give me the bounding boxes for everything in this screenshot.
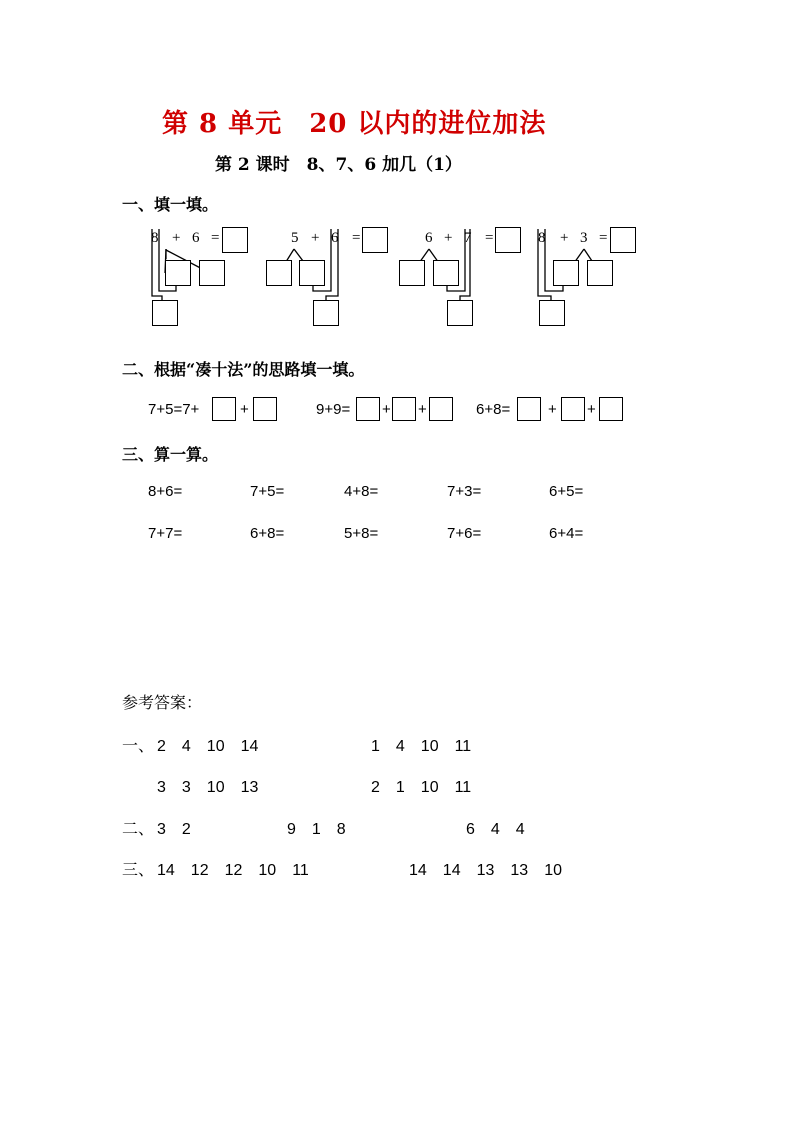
blank-box[interactable] [429, 397, 453, 421]
split-box-left[interactable] [399, 260, 425, 286]
equals-sign: = [352, 230, 361, 246]
calc-problem: 7+6= [447, 525, 482, 542]
answer-values: 14 14 13 13 10 [409, 862, 562, 879]
operand-a: 8 [538, 230, 546, 246]
blank-box[interactable] [392, 397, 416, 421]
answer-values: 9 1 8 [287, 821, 346, 838]
make-ten-box[interactable] [313, 300, 339, 326]
calc-problem: 6+5= [549, 483, 584, 500]
blank-box[interactable] [253, 397, 277, 421]
calc-problem: 7+7= [148, 525, 183, 542]
answer-values: 14 12 12 10 11 [157, 862, 309, 879]
calc-problem: 4+8= [344, 483, 379, 500]
make-ten-box[interactable] [447, 300, 473, 326]
equals-sign: = [211, 230, 220, 246]
answer-values: 3 2 [157, 821, 191, 838]
make-ten-box[interactable] [152, 300, 178, 326]
plus-sign: + [240, 401, 249, 418]
operand-a: 6 [425, 230, 433, 246]
split-box-right[interactable] [587, 260, 613, 286]
answer-values: 2 4 10 14 [157, 738, 259, 755]
plus-sign: + [382, 401, 391, 418]
equals-sign: = [485, 230, 494, 246]
operand-b: 6 [331, 230, 339, 246]
answer-box[interactable] [495, 227, 521, 253]
equation-prefix: 9+9= [316, 401, 351, 418]
answer-label: 二、 [122, 821, 155, 838]
answer-values: 1 4 10 11 [371, 738, 472, 755]
operand-b: 6 [192, 230, 200, 246]
section1-heading: 一、填一填。 [122, 195, 219, 214]
calc-problem: 5+8= [344, 525, 379, 542]
blank-box[interactable] [356, 397, 380, 421]
split-box-right[interactable] [199, 260, 225, 286]
answer-box[interactable] [362, 227, 388, 253]
lesson-title: 第 2 课时 8、7、6 加几（1） [215, 155, 462, 175]
split-box-left[interactable] [553, 260, 579, 286]
calc-problem: 6+8= [250, 525, 285, 542]
operand-b: 7 [464, 230, 472, 246]
plus-sign: + [560, 230, 569, 246]
calc-problem: 7+5= [250, 483, 285, 500]
blank-box[interactable] [212, 397, 236, 421]
equation-prefix: 7+5=7+ [148, 401, 200, 418]
calc-problem: 7+3= [447, 483, 482, 500]
operand-b: 3 [580, 230, 588, 246]
blank-box[interactable] [561, 397, 585, 421]
plus-sign: + [444, 230, 453, 246]
blank-box[interactable] [599, 397, 623, 421]
answer-box[interactable] [222, 227, 248, 253]
calc-problem: 6+4= [549, 525, 584, 542]
split-box-left[interactable] [165, 260, 191, 286]
answer-values: 3 3 10 13 [157, 779, 259, 796]
section3-heading: 三、算一算。 [122, 445, 219, 464]
answer-label: 一、 [122, 738, 155, 755]
answer-box[interactable] [610, 227, 636, 253]
split-box-left[interactable] [266, 260, 292, 286]
answer-values: 6 4 4 [466, 821, 525, 838]
split-box-right[interactable] [299, 260, 325, 286]
answers-heading: 参考答案： [122, 693, 203, 712]
plus-sign: + [587, 401, 596, 418]
plus-sign: + [172, 230, 181, 246]
make-ten-box[interactable] [539, 300, 565, 326]
equals-sign: = [599, 230, 608, 246]
plus-sign: + [418, 401, 427, 418]
operand-a: 5 [291, 230, 299, 246]
operand-a: 8 [151, 230, 159, 246]
plus-sign: + [548, 401, 557, 418]
section2-heading: 二、根据“凑十法”的思路填一填。 [122, 360, 365, 379]
answer-label: 三、 [122, 862, 155, 879]
split-box-right[interactable] [433, 260, 459, 286]
blank-box[interactable] [517, 397, 541, 421]
plus-sign: + [311, 230, 320, 246]
equation-prefix: 6+8= [476, 401, 511, 418]
calc-problem: 8+6= [148, 483, 183, 500]
answer-values: 2 1 10 11 [371, 779, 472, 796]
unit-title: 第 8 单元 20 以内的进位加法 [162, 109, 547, 139]
